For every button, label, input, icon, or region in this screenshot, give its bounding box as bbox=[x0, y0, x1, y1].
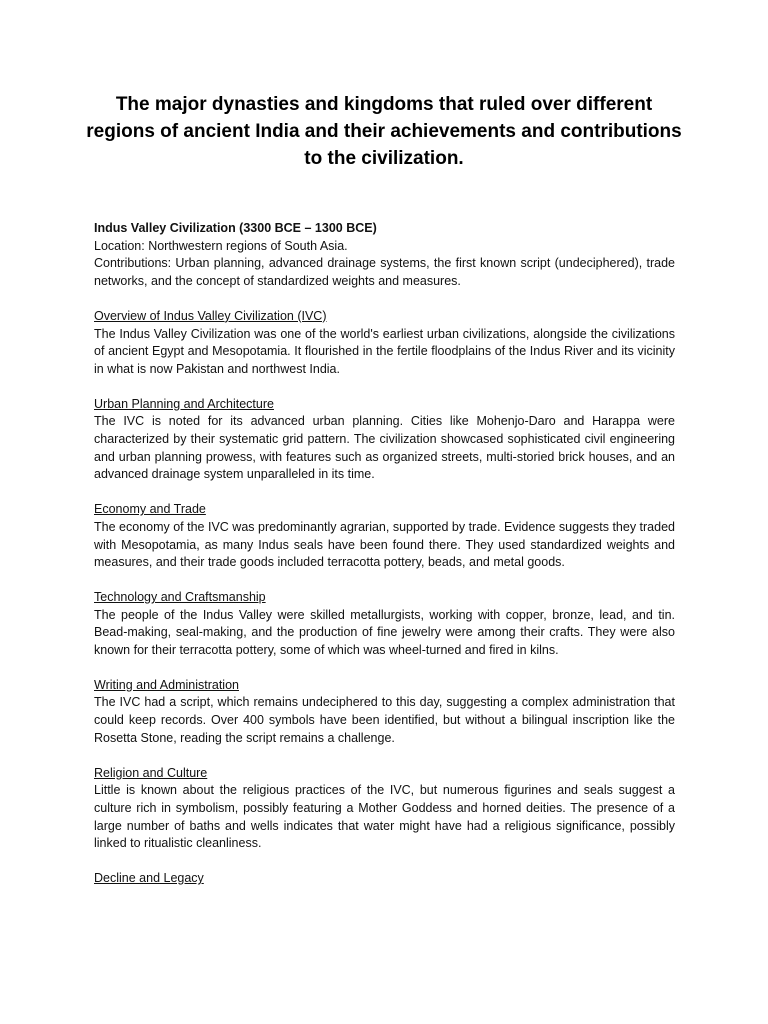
section-text: The IVC is noted for its advanced urban planning. Cities like Mohenjo-Daro and Harappa were characterized by their systematic grid pattern. The civilization showcased sophisticated civil engineering and urban planning prowess, with features such as organized streets, multi-storied brick houses, and an advanced drainage system unparalleled in its time. bbox=[94, 414, 675, 482]
section-text: The people of the Indus Valley were skilled metallurgists, working with copper, bronze, lead, and tin. Bead-making, seal-making, and the production of fine jewelry were among their crafts. They were also known for their terracotta pottery, some of which was wheel-turned and fired in kilns. bbox=[94, 607, 675, 658]
section-heading: Writing and Administration bbox=[94, 677, 239, 692]
intro-heading: Indus Valley Civilization (3300 BCE – 1300 BCE) bbox=[94, 221, 377, 235]
section-text: The IVC had a script, which remains undeciphered to this day, suggesting a complex administration that could keep records. Over 400 symbols have been identified, but without a bilingual inscription like the Rosetta Stone, reading the script remains a challenge. bbox=[94, 695, 675, 745]
document-title: The major dynasties and kingdoms that ruled over different regions of ancient India and their achievements and contributions to the civilization. bbox=[86, 94, 682, 169]
section-heading: Urban Planning and Architecture bbox=[94, 396, 274, 411]
section-decline bbox=[94, 870, 675, 888]
document-body bbox=[94, 220, 675, 905]
section-text: The Indus Valley Civilization was one of the world's earliest urban civilizations, alongside the civilizations of ancient Egypt and Mesopotamia. It flourished in the fertile floodplains of the Indus River and its vicinity in what is now Pakistan and northwest India. bbox=[94, 326, 675, 376]
section-heading: Technology and Craftsmanship bbox=[94, 589, 266, 604]
section-technology bbox=[94, 589, 675, 660]
section-economy-trade bbox=[94, 501, 675, 572]
section-urban-planning bbox=[94, 396, 675, 485]
section-religion bbox=[94, 765, 675, 854]
intro-contributions: Contributions: Urban planning, advanced drainage systems, the first known script (undeciphered), trade networks, and the concept of standardized weights and measures. bbox=[94, 256, 675, 289]
intro-location: Location: Northwestern regions of South Asia. bbox=[94, 238, 348, 253]
section-overview bbox=[94, 308, 675, 379]
section-text: The economy of the IVC was predominantly agrarian, supported by trade. Evidence suggests they traded with Mesopotamia, as many Indus seals have been found there. They used standardized weights and measures, and their trade goods included terracotta pottery, beads, and metal goods. bbox=[94, 519, 675, 570]
section-writing bbox=[94, 677, 675, 748]
section-heading: Religion and Culture bbox=[94, 765, 208, 780]
intro-block bbox=[94, 220, 675, 291]
section-heading: Economy and Trade bbox=[94, 502, 206, 517]
section-heading: Decline and Legacy bbox=[94, 871, 204, 886]
section-heading: Overview of Indus Valley Civilization (IVC) bbox=[94, 308, 327, 323]
section-text: Little is known about the religious practices of the IVC, but numerous figurines and seals suggest a culture rich in symbolism, possibly featuring a Mother Goddess and horned deities. The presence of a large number of baths and wells indicates that water might have had a religious significance, possibly linked to ritualistic cleanliness. bbox=[94, 783, 675, 851]
